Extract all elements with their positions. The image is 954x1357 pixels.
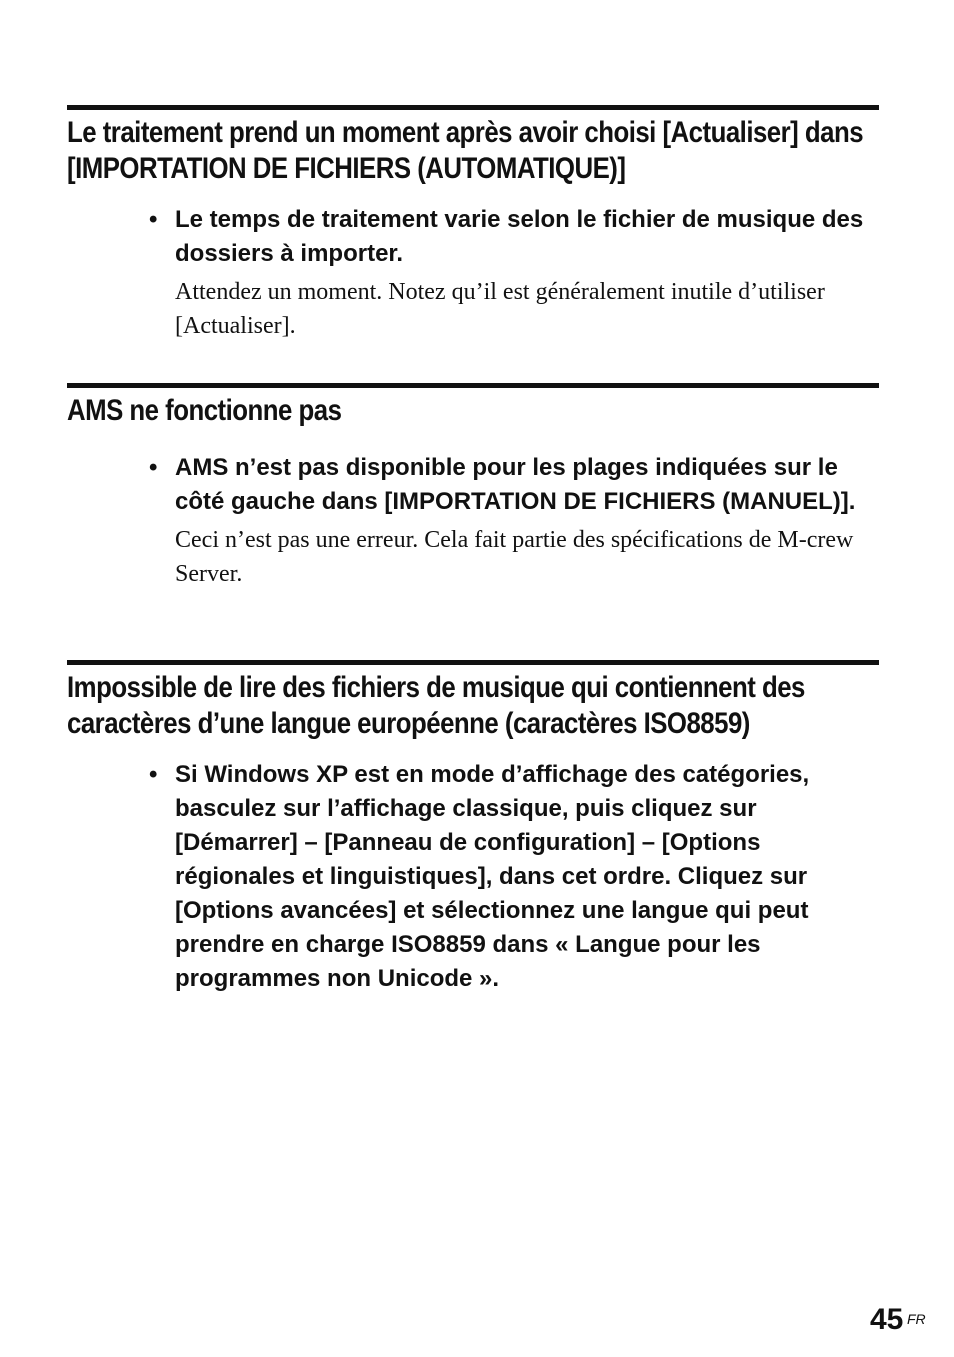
section-divider <box>67 105 879 110</box>
bullet-title: Le temps de traitement varie selon le fichier de musique des dossiers à importer. <box>175 206 864 267</box>
section-processing-time <box>67 105 879 343</box>
bullet-title: AMS n’est pas disponible pour les plages indiquées sur le côté gauche dans [IMPORTATION DE FICHIERS (MANUEL)]. <box>175 454 856 515</box>
bullet-item <box>149 203 875 343</box>
bullet-item <box>149 451 875 591</box>
bullet-body: Attendez un moment. Notez qu’il est généralement inutile d’utiliser [Actualiser]. <box>175 279 825 339</box>
bullet-icon: • <box>149 454 158 481</box>
section-divider <box>67 383 879 388</box>
page-number: 45 <box>870 1303 904 1336</box>
section-divider <box>67 660 879 665</box>
page-language-code: FR <box>907 1311 926 1327</box>
bullet-body: Ceci n’est pas une erreur. Cela fait partie des spécifications de M-crew Server. <box>175 527 854 587</box>
bullet-icon: • <box>149 761 158 788</box>
section-ams <box>67 383 879 591</box>
section-heading: AMS ne fonctionne pas <box>67 394 342 427</box>
section-heading: Le traitement prend un moment après avoir choisi [Actualiser] dans [IMPORTATION DE FICHIERS (AUTOMATIQUE)] <box>67 116 864 185</box>
section-iso8859 <box>67 660 879 996</box>
section-heading: Impossible de lire des fichiers de musique qui contiennent des caractères d’une langue européenne (caractères ISO8859) <box>67 671 805 740</box>
bullet-icon: • <box>149 206 158 233</box>
bullet-item <box>149 758 875 996</box>
bullet-title: Si Windows XP est en mode d’affichage des catégories, basculez sur l’affichage classique, puis cliquez sur [Démarrer] – [Panneau de configuration] – [Options régionales et linguistiques], dans cet ordre. Cliquez sur [Options avancées] et sélectionnez une langue qui peut prendre en charge ISO8859 dans « Langue pour les programmes non Unicode ». <box>175 761 810 992</box>
